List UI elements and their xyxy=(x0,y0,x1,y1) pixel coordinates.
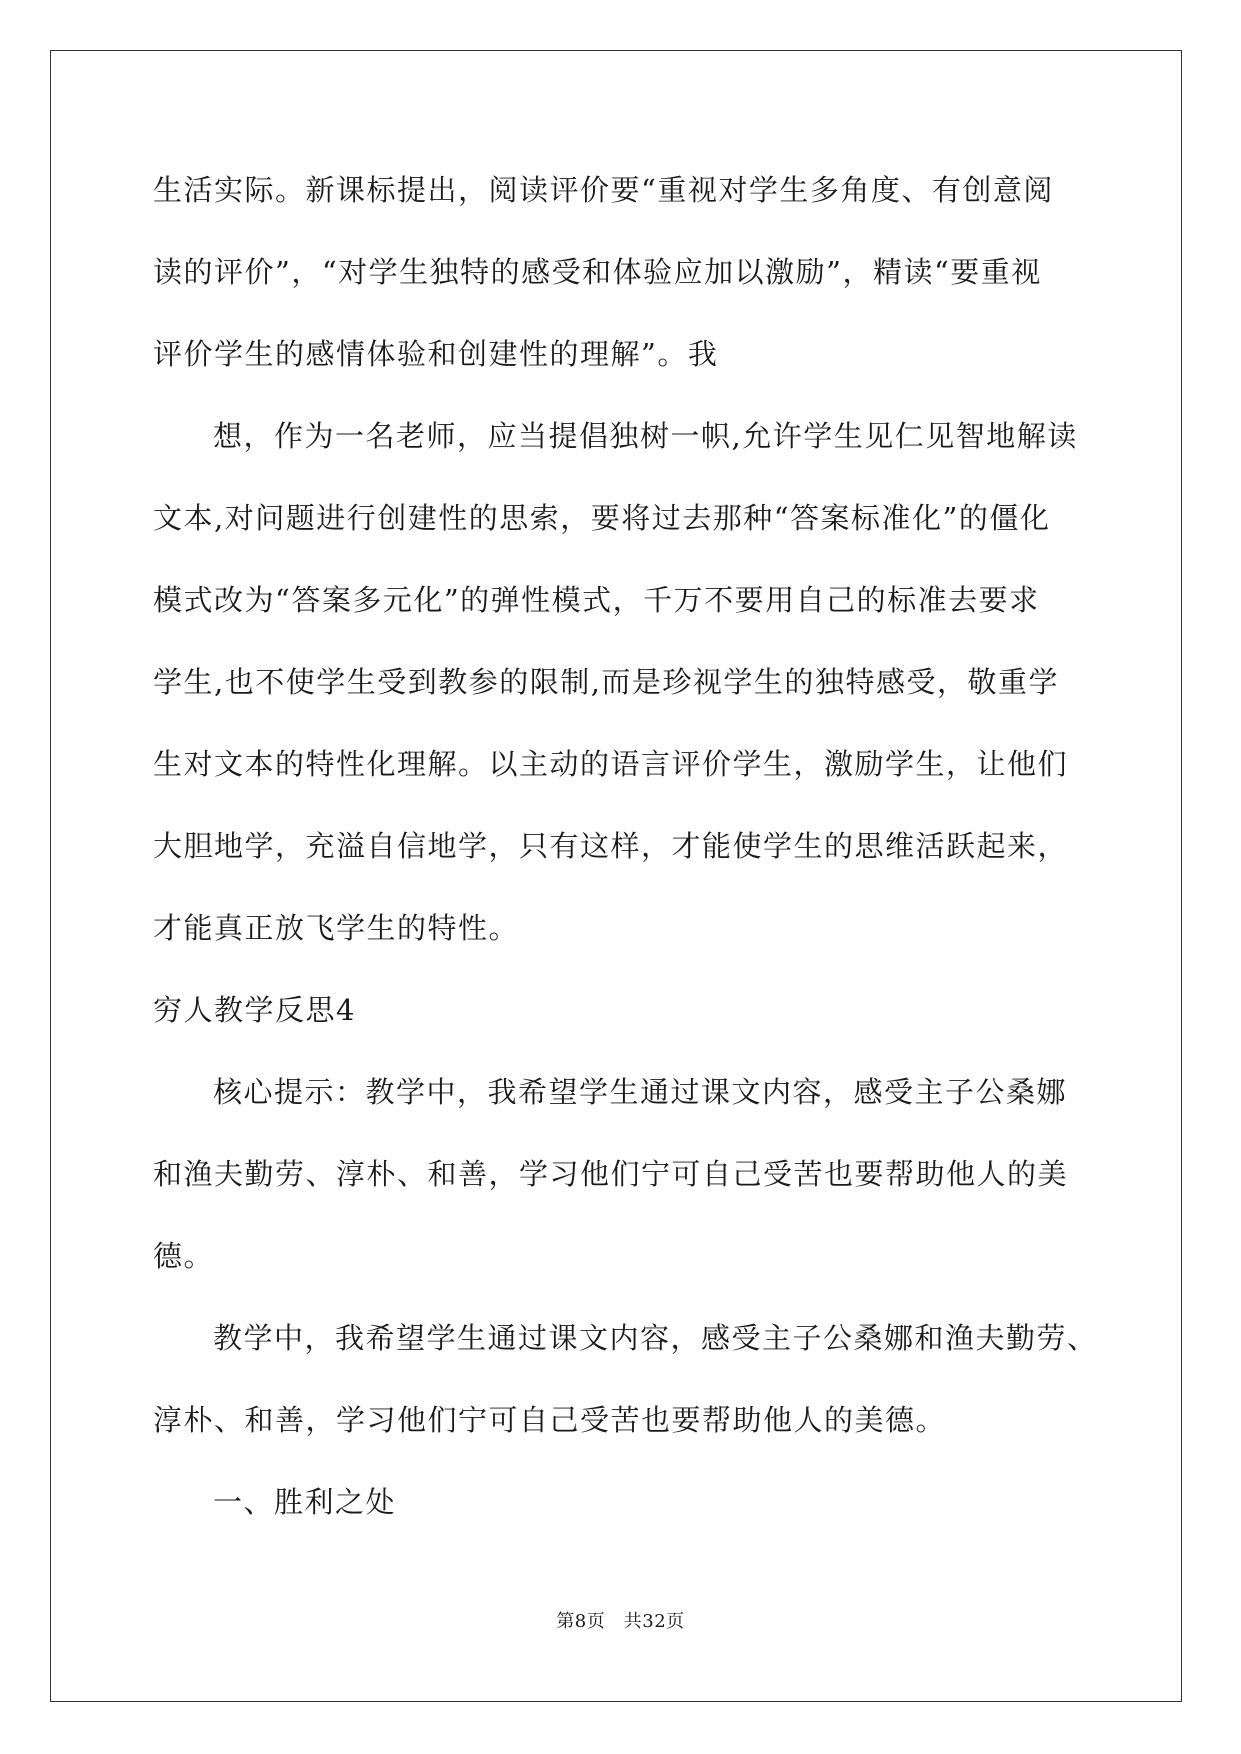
body-line: 生活实际。新课标提出，阅读评价要“重视对学生多角度、有创意阅 xyxy=(153,173,1054,207)
body-line: 淳朴、和善，学习他们宁可自己受苦也要帮助他人的美德。 xyxy=(153,1403,947,1437)
section-heading: 穷人教学反思4 xyxy=(153,993,356,1027)
paragraph-start-line: 核心提示：教学中，我希望学生通过课文内容，感受主子公桑娜 xyxy=(213,1075,1068,1109)
body-line: 读的评价”，“对学生独特的感受和体验应加以激励”，精读“要重视 xyxy=(153,255,1042,289)
body-line: 大胆地学，充溢自信地学，只有这样，才能使学生的思维活跃起来， xyxy=(153,829,1069,863)
paragraph-start-line: 想，作为一名老师，应当提倡独树一帜,允许学生见仁见智地解读 xyxy=(213,419,1078,453)
body-line: 生对文本的特性化理解。以主动的语言评价学生，激励学生，让他们 xyxy=(153,747,1069,781)
body-line: 才能真正放飞学生的特性。 xyxy=(153,911,520,945)
body-line: 德。 xyxy=(153,1239,215,1273)
paragraph-start-line: 教学中，我希望学生通过课文内容，感受主子公桑娜和渔夫勤劳、 xyxy=(213,1321,1098,1355)
page-border xyxy=(50,50,1182,1702)
body-line: 评价学生的感情体验和创建性的理解”。我 xyxy=(153,337,719,371)
page-number-footer: 第8页 共32页 xyxy=(556,1611,685,1632)
body-line: 和渔夫勤劳、淳朴、和善，学习他们宁可自己受苦也要帮助他人的美 xyxy=(153,1157,1069,1191)
body-line: 模式改为“答案多元化”的弹性模式，千万不要用自己的标准去要求 xyxy=(153,583,1040,617)
body-line: 文本,对问题进行创建性的思索，要将过去那种“答案标准化”的僵化 xyxy=(153,501,1051,535)
subheading: 一、胜利之处 xyxy=(213,1485,397,1519)
body-line: 学生,也不使学生受到教参的限制,而是珍视学生的独特感受，敬重学 xyxy=(153,665,1059,699)
